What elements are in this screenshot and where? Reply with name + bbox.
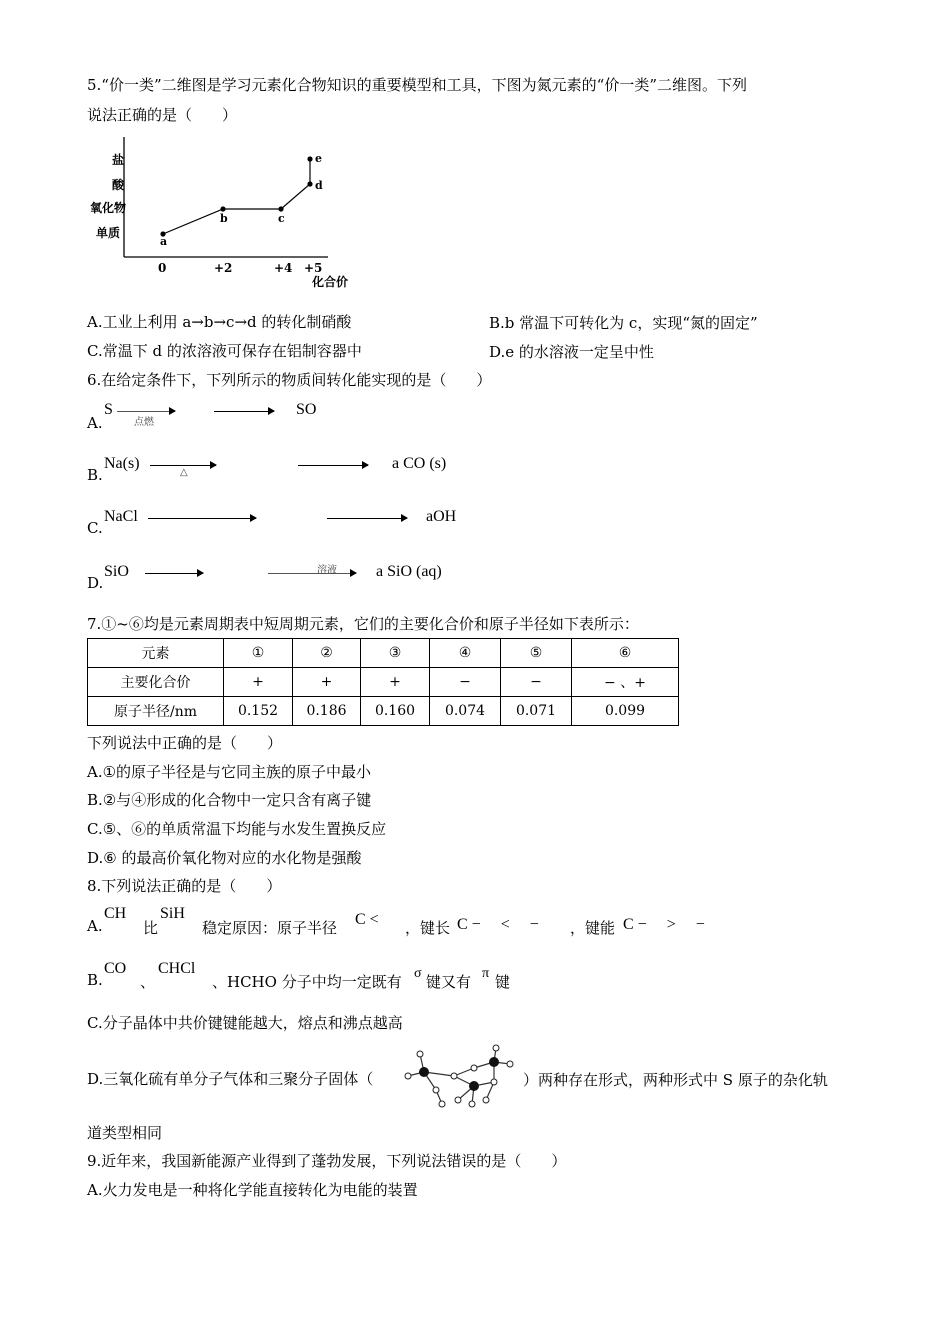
q9-option-a: A.火力发电是一种将化学能直接转化为电能的装置	[87, 1181, 418, 1199]
q8-b-rest: 、HCHO 分子中均一定既有	[212, 973, 402, 991]
table-row	[88, 639, 679, 668]
table-cell: 0.186	[293, 697, 361, 726]
q8-option-c: C.分子晶体中共价键键能越大，熔点和沸点越高	[87, 1014, 403, 1032]
table-cell: +	[361, 668, 430, 697]
table-cell: 0.074	[430, 697, 501, 726]
point-label: e	[315, 152, 322, 165]
table-cell: ②	[293, 639, 361, 668]
q6-b-arrow1	[150, 465, 216, 466]
q8-stem: 8.下列说法正确的是（ ）	[87, 877, 282, 895]
q7-option-d: D.⑥ 的最高价氧化物对应的水化物是强酸	[87, 849, 362, 867]
q8-b-mid: 键又有	[426, 973, 472, 991]
table-cell: ⑥	[572, 639, 679, 668]
point-e	[307, 156, 312, 161]
x-tick-label: +2	[214, 261, 233, 275]
q8-b-chcl: CHCl	[158, 960, 196, 977]
q8-a-text2: ，键长	[405, 919, 451, 937]
q8-d-part2: ）两种存在形式，两种形式中 S 原子的杂化轨	[523, 1071, 828, 1089]
table-cell: 元素	[88, 639, 224, 668]
q8-a-ch: CH	[104, 905, 127, 922]
q5-stem-line1: 5.“价一类”二维图是学习元素化合物知识的重要模型和工具，下图为氮元素的“价一类”二维图。下列	[87, 76, 747, 94]
table-cell: −	[501, 668, 572, 697]
q8-b-end: 键	[495, 973, 511, 991]
q6-d-label: D.	[87, 574, 104, 592]
q6-c-label: C.	[87, 519, 103, 537]
q8-d-part1: D.三氧化硫有单分子气体和三聚分子固体（	[87, 1070, 374, 1088]
table-cell: 主要化合价	[88, 668, 224, 697]
q6-c-product: aOH	[426, 508, 457, 525]
q6-b-arrow2	[298, 465, 368, 466]
q6-c-arrow2	[327, 518, 407, 519]
q7-option-a: A.①的原子半径是与它同主族的原子中最小	[87, 763, 372, 781]
y-tick-label: 酸	[112, 178, 125, 192]
q8-b-pi: π	[482, 966, 490, 981]
point-d	[307, 181, 312, 186]
table-cell: 0.071	[501, 697, 572, 726]
x-tick-label: +4	[274, 261, 293, 275]
table-cell: 0.160	[361, 697, 430, 726]
table-cell: − 、+	[572, 668, 679, 697]
so3-trimer-molecule-image	[402, 1042, 522, 1112]
point-label: d	[315, 179, 323, 192]
q5-option-a: A.工业上利用 a→b→c→d 的转化制硝酸	[87, 313, 352, 331]
q8-b-sep: 、	[140, 973, 156, 991]
q6-d-start: SiO	[104, 563, 129, 580]
series-line	[163, 159, 310, 234]
q6-b-product: a CO (s)	[392, 455, 447, 472]
table-row	[88, 668, 679, 697]
q7-option-b: B.②与④形成的化合物中一定只含有离子键	[87, 791, 372, 809]
table-row	[88, 697, 679, 726]
q8-a-text1: 稳定原因：原子半径	[202, 919, 338, 937]
y-tick-label: 盐	[112, 153, 125, 167]
q6-d-product: a SiO (aq)	[376, 563, 442, 580]
q9-stem: 9.近年来，我国新能源产业得到了蓬勃发展，下列说法错误的是（ ）	[87, 1152, 567, 1170]
q8-a-bond-energy: C − > −	[623, 916, 705, 933]
q8-a-label: A.	[87, 917, 103, 935]
q8-a-sih: SiH	[160, 905, 185, 922]
y-tick-label: 单质	[96, 226, 121, 240]
point-label: b	[220, 212, 228, 225]
q6-d-arrow1	[145, 573, 203, 574]
table-cell: ①	[224, 639, 293, 668]
q8-a-text3: ，键能	[570, 919, 616, 937]
q8-a-radius: C <	[355, 911, 379, 928]
q6-stem: 6.在给定条件下，下列所示的物质间转化能实现的是（ ）	[87, 371, 492, 389]
table-cell: −	[430, 668, 501, 697]
table-cell: +	[293, 668, 361, 697]
point-label: c	[278, 212, 285, 225]
table-cell: 0.099	[572, 697, 679, 726]
point-c	[278, 206, 283, 211]
y-tick-label: 氧化物	[90, 201, 127, 215]
q7-option-c: C.⑤、⑥的单质常温下均能与水发生置换反应	[87, 820, 387, 838]
point-b	[220, 206, 225, 211]
q6-a-product: SO	[296, 401, 317, 418]
q6-a-arrow2	[214, 411, 274, 412]
q8-a-bi: 比	[143, 919, 159, 937]
q6-c-arrow1	[148, 518, 256, 519]
q7-ask: 下列说法中正确的是（ ）	[87, 734, 283, 752]
q6-b-condition: △	[180, 467, 188, 478]
q5-valence-class-chart	[90, 133, 350, 293]
q8-d-part3: 道类型相同	[87, 1124, 163, 1142]
table-cell: ③	[361, 639, 430, 668]
x-tick-label: 0	[158, 261, 167, 275]
q6-a-condition: 点燃	[134, 417, 154, 428]
x-tick-label: +5	[304, 261, 323, 275]
q8-a-bond-length: C − < −	[457, 916, 539, 933]
table-cell: 0.152	[224, 697, 293, 726]
table-cell: ④	[430, 639, 501, 668]
q7-element-table	[87, 638, 679, 726]
table-cell: ⑤	[501, 639, 572, 668]
q8-b-co: CO	[104, 960, 127, 977]
q5-option-d: D.e 的水溶液一定呈中性	[489, 343, 654, 361]
x-axis-label: 化合价	[312, 275, 349, 289]
q6-a-arrow1	[117, 411, 175, 412]
q7-stem: 7.①~⑥均是元素周期表中短周期元素，它们的主要化合价和原子半径如下表所示：	[87, 615, 639, 633]
q5-stem-line2: 说法正确的是（ ）	[87, 106, 238, 124]
table-cell: 原子半径/nm	[88, 697, 224, 726]
q6-d-condition: 溶液	[317, 565, 337, 576]
q6-d-arrow2	[268, 573, 356, 574]
q8-b-label: B.	[87, 971, 103, 989]
q6-b-start: Na(s)	[104, 455, 140, 472]
q5-option-b: B.b 常温下可转化为 c，实现“氮的固定”	[489, 314, 758, 332]
table-cell: +	[224, 668, 293, 697]
q6-a-label: A.	[87, 414, 103, 432]
q6-c-start: NaCl	[104, 508, 138, 525]
q5-option-c: C.常温下 d 的浓溶液可保存在铝制容器中	[87, 342, 362, 360]
q6-a-start: S	[104, 401, 113, 418]
point-label: a	[160, 235, 168, 248]
q6-b-label: B.	[87, 466, 103, 484]
q8-b-sigma: σ	[414, 966, 422, 981]
